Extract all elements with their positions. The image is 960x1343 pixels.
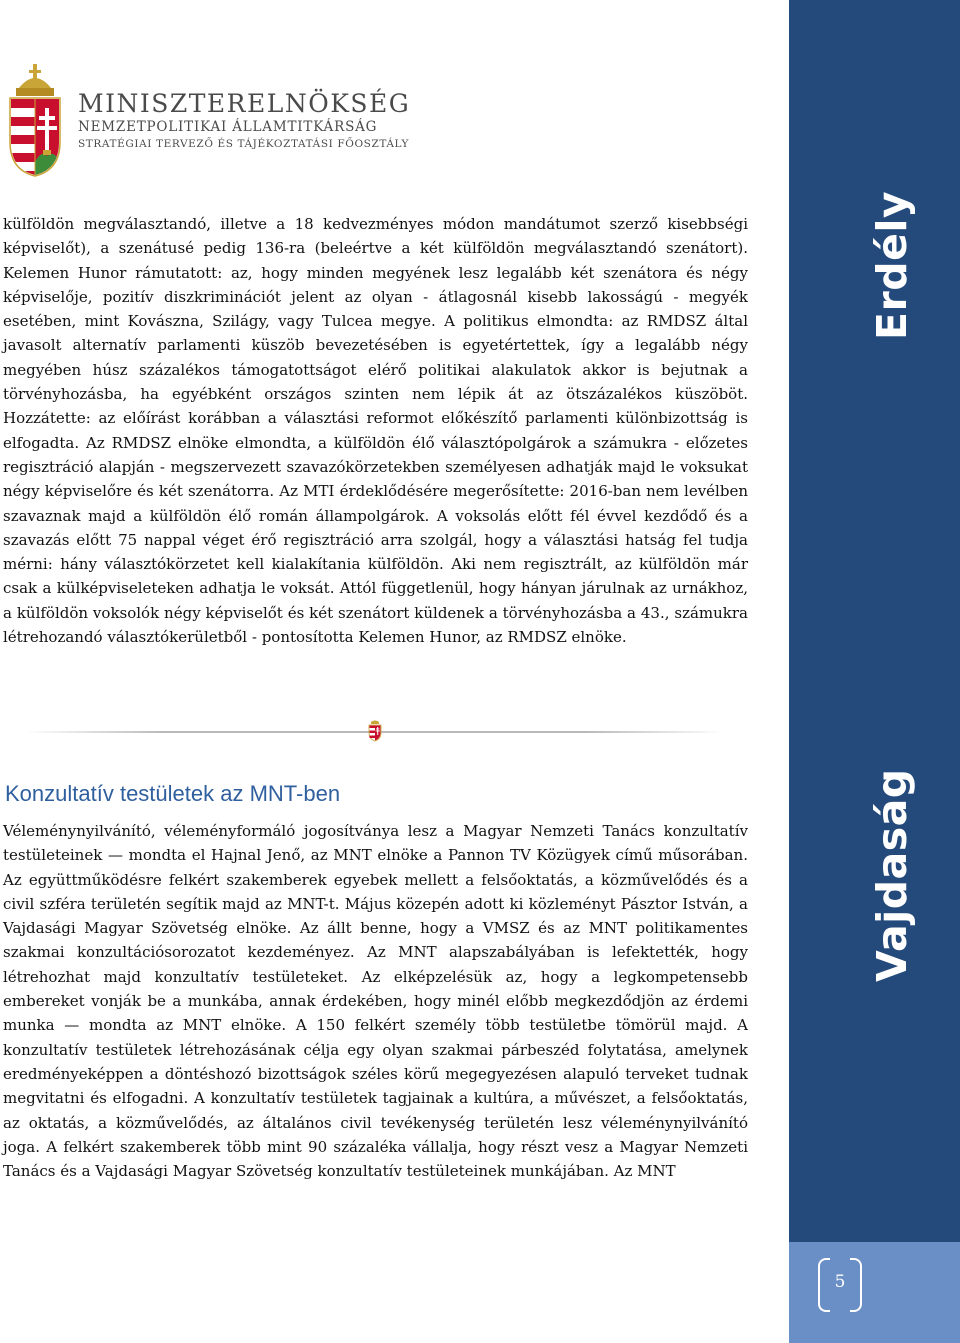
org-department: STRATÉGIAI TERVEZŐ ÉS TÁJÉKOZTATÁSI FŐOSZTÁLY	[78, 138, 409, 150]
section-tab-vajdasag: Vajdaság	[868, 768, 916, 982]
org-name: MINISZTERELNÖKSÉG	[78, 89, 411, 118]
sidebar-footer	[789, 1242, 960, 1343]
section-divider	[25, 720, 725, 744]
hungarian-coat-of-arms-icon	[6, 62, 64, 177]
org-subtitle: NEMZETPOLITIKAI ÁLLAMTITKÁRSÁG	[78, 119, 378, 135]
page-number-box	[818, 1258, 862, 1308]
article-erdely-body: külföldön megválasztandó, illetve a 18 kedvezményes módon mandátumot szerző kisebbségi képviselőt), a szenátusé pedig 136-ra (beleértve a két külföldön megválasztandó szenátort). Kelemen Hunor rámutatott: az, hogy minden megyének lesz legalább két szenátora és négy képviselője, pozitív diszkriminációt jelent az olyan - átlagosnál kisebb lakosságú - megyék esetében, mint Kovászna, Szilágy, vagy Tulcea megye. A politikus elmondta: az RMDSZ által javasolt alternatív parlamenti küszöb bevezetésében is egyetértettek, így a legalább négy megyében húsz százalékos támogatottságot elérő politikai alakulatok akkor is bejutnak a törvényhozásba, ha egyébként országos szinten nem lépik át az ötszázalékos küszöböt. Hozzátette: az előírást korábban a választási reformot előkészítő parlamenti különbizottság is elfogadta. Az RMDSZ elnöke elmondta, a külföldön élő választópolgárok a számukra - előzetes regisztráció alapján - megszervezett szavazókörzetekben személyesen adhatják majd le voksukat négy képviselőre és két szenátorra. Az MTI érdeklődésére megerősítette: 2016-ban nem levélben szavaznak majd a külföldön élő román állampolgárok. A voksolás előtt fél évvel kezdődő és a szavazás előtt 75 nappal véget érő regisztráció arra szolgál, hogy a választási hatság fel tudja mérni: hány választókörzetet kell kialakítania külföldön. Aki nem regisztrált, az külföldön már csak a külképviseleteken adhatja le voksát. Attól függetlenül, hogy hányan járulnak az urnákhoz, a külföldön voksolók négy képviselőt és két szenátort küldenek a törvényhozásba a 43., számukra létrehozandó választókerületből - pontosította Kelemen Hunor, az RMDSZ elnöke.	[3, 215, 748, 647]
article-vajdasag-body: Véleménynyilvánító, véleményformáló jogosítványa lesz a Magyar Nemzeti Tanács konzultatív testületeinek — mondta el Hajnal Jenő, az MNT elnöke a Pannon TV Közügyek című műsorában. Az együttműködésre felkért szakemberek egyebek mellett a felsőoktatás, a közművelődés és a civil szféra területén segítik majd az MNT-t. Május közepén adott ki közleményt Pásztor István, a Vajdasági Magyar Szövetség elnöke. Az állt benne, hogy a VMSZ és az MNT politikamentes szakmai konzultációsorozatot kezdeményez. Az MNT alapszabályában is lefektették, hogy létrehozhat majd konzultatív testületeket. Az elképzelésük az, hogy a legkompetensebb embereket vonják be a munkába, annak érdekében, hogy minél előbb megkezdődjön az érdemi munka — mondta az MNT elnöke. A 150 felkért személy több testületbe tömörül majd. A konzultatív testületek létrehozásának célja egy olyan szakmai párbeszéd folytatása, amelynek eredményeképpen a döntéshozó bizottságok széles körű megegyezésen alapuló terveket tudnak megvitatni és elfogadni. A konzultatív testületek tagjainak a kultúra, a művészet, a felsőoktatás, az oktatás, a közművelődés, az általános civil tevékenység területén lesz véleménynyilvánító joga. A felkért szakemberek több mint 90 százaléka vállalja, hogy részt vesz a Magyar Nemzeti Tanács és a Vajdasági Magyar Szövetség konzultatív testületeinek munkájában. Az MNT	[3, 822, 748, 1181]
section-tab-erdely: Erdély	[868, 190, 916, 340]
article-vajdasag-title: Konzultatív testületek az MNT-ben	[5, 781, 341, 806]
page-number: 5	[834, 1272, 846, 1292]
organization-name-block	[78, 90, 410, 150]
hungarian-shield-icon	[368, 720, 382, 742]
